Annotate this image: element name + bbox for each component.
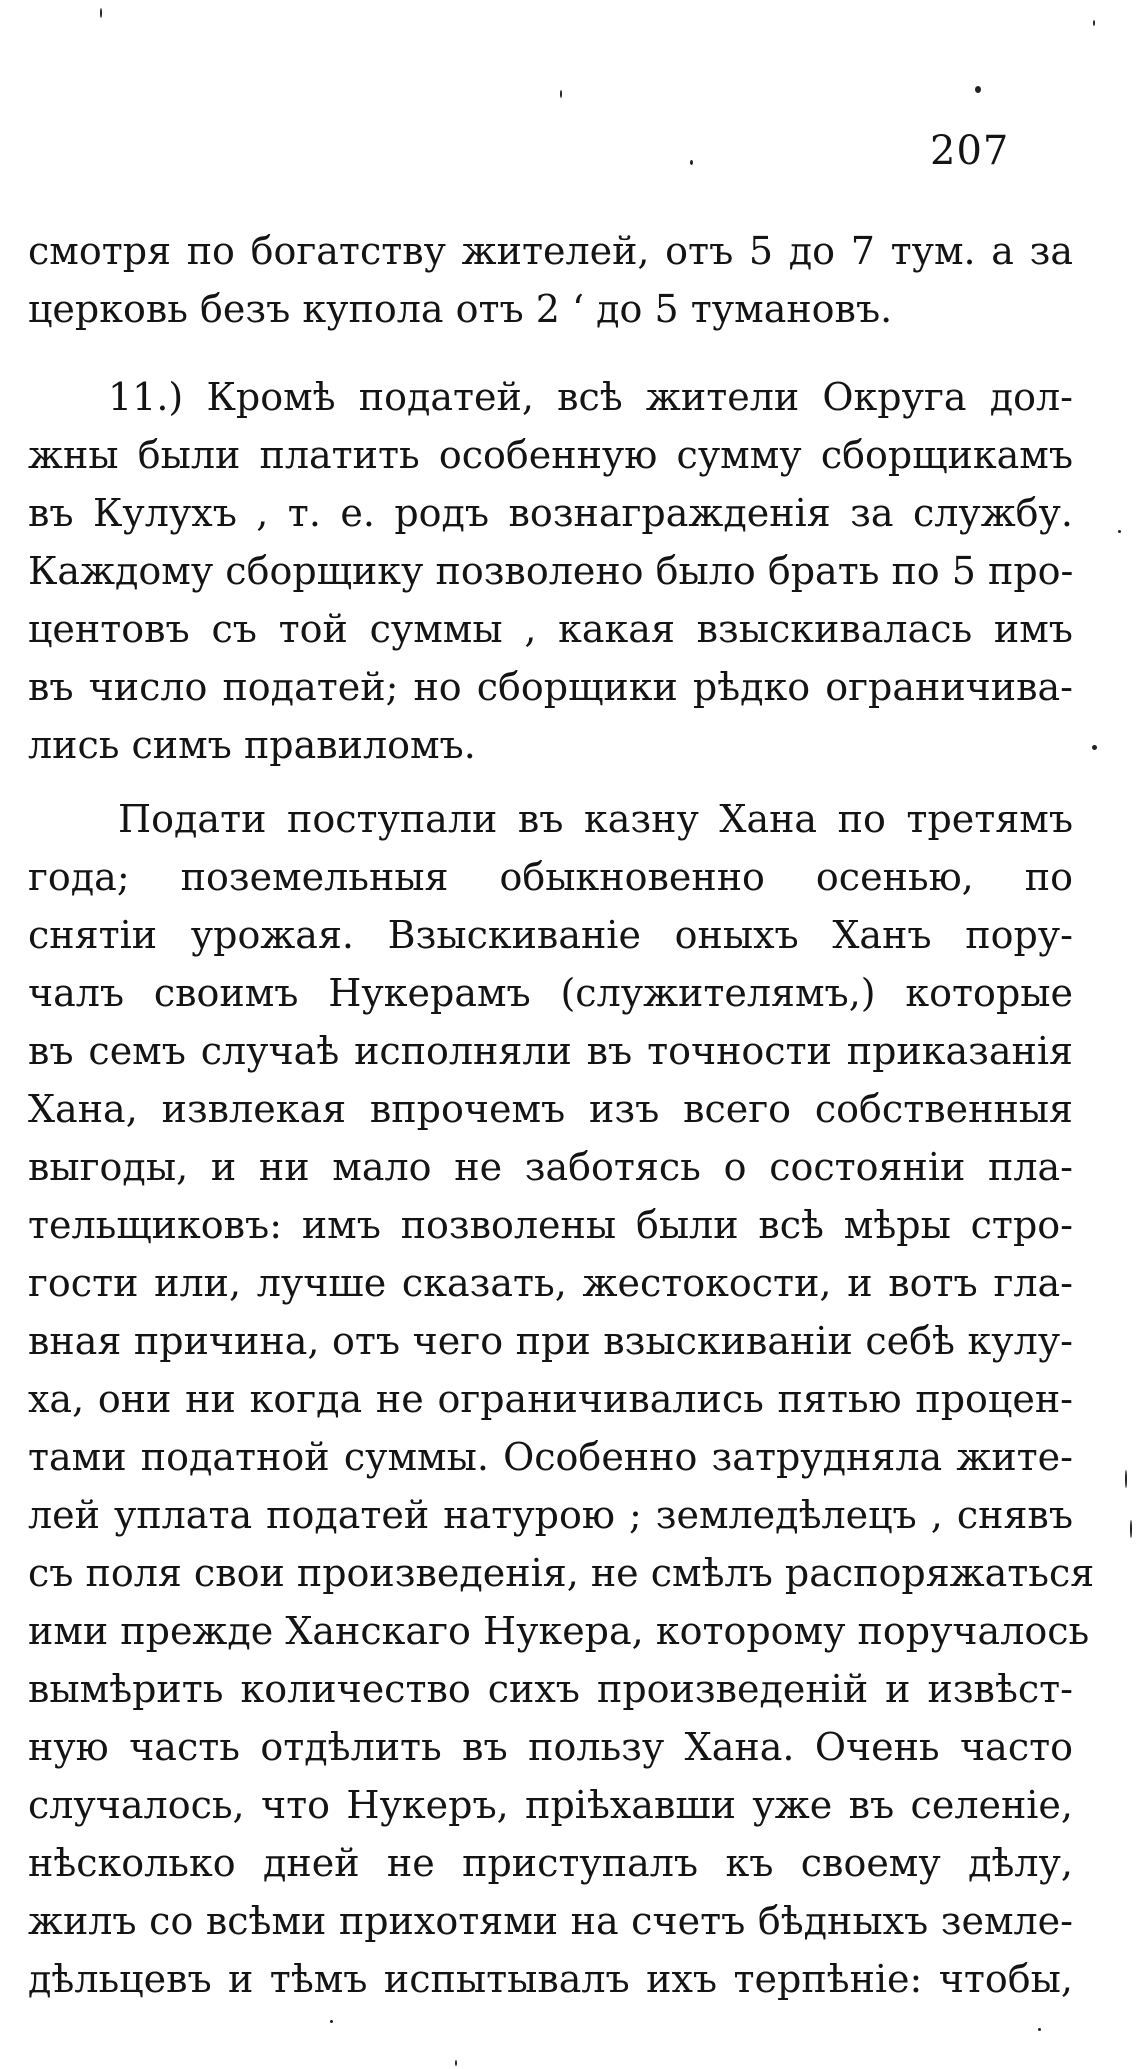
scan-speck — [1130, 1520, 1132, 1538]
text-line: гости или, лучше сказать, жестокости, и вотъ гла- — [28, 1261, 1073, 1305]
text-line: ную часть отдѣлить въ пользу Хана. Очень часто — [28, 1725, 1073, 1769]
text-line: нѣсколько дней не приступалъ къ своему дѣлу, — [28, 1841, 1073, 1885]
text-line: съ поля свои произведенія, не смѣлъ распоряжаться — [28, 1551, 1095, 1595]
scan-speck — [1038, 2028, 1041, 2031]
text-line: Подати поступали въ казну Хана по третямъ — [118, 797, 1073, 841]
text-line: жны были платить особенную сумму сборщикамъ — [28, 433, 1073, 477]
text-line: Каждому сборщику позволено было брать по 5 про- — [28, 549, 1074, 593]
scan-speck — [690, 160, 693, 165]
scan-speck — [455, 2060, 457, 2066]
text-line: выгоды, и ни мало не заботясь о состояніи пла- — [28, 1145, 1073, 1189]
text-line: центовъ съ той суммы , какая взыскивалась имъ — [28, 607, 1073, 651]
text-line: года; поземельныя обыкновенно осенью, по — [28, 855, 1073, 899]
scan-speck — [1093, 20, 1095, 26]
text-line: лись симъ правиломъ. — [28, 723, 476, 767]
text-line: 11.) Кромѣ податей, всѣ жители Округа дол- — [108, 375, 1073, 419]
text-line: жилъ со всѣми прихотями на счетъ бѣдныхъ земле- — [28, 1899, 1073, 1943]
scan-speck — [560, 90, 562, 98]
text-line: лей уплата податей натурою ; земледѣлецъ , снявъ — [28, 1493, 1073, 1537]
scan-speck — [100, 8, 102, 18]
text-line: вная причина, отъ чего при взыскиваніи себѣ кулу- — [28, 1319, 1073, 1363]
text-line: случалось, что Нукеръ, пріѣхавши уже въ селеніе, — [28, 1783, 1073, 1827]
text-line: дѣльцевъ и тѣмъ испытывалъ ихъ терпѣніе: чтобы, — [28, 1957, 1073, 2001]
text-line: тельщиковъ: имъ позволены были всѣ мѣры стро- — [28, 1203, 1073, 1247]
text-line: вымѣрить количество сихъ произведеній и извѣст- — [28, 1667, 1073, 1711]
text-line: тами податной суммы. Особенно затрудняла жите- — [28, 1435, 1073, 1479]
text-line: смотря по богатству жителей, отъ 5 до 7 тум. а за — [28, 229, 1073, 273]
text-line: въ Кулухъ , т. е. родъ вознагражденія за службу. — [28, 491, 1073, 535]
scan-speck — [1118, 530, 1121, 533]
text-line: ха, они ни когда не ограничивались пятью процен- — [28, 1377, 1073, 1421]
text-line: чалъ своимъ Нукерамъ (служителямъ,) которые — [28, 971, 1073, 1015]
scan-speck — [1125, 1470, 1127, 1488]
text-line: церковь безъ купола отъ 2 ‘ до 5 тумановъ. — [28, 287, 893, 331]
page-number: 207 — [930, 128, 1010, 174]
text-line: въ число податей; но сборщики рѣдко ограничива- — [28, 665, 1073, 709]
scan-speck — [1092, 745, 1097, 750]
text-line: въ семъ случаѣ исполняли въ точности приказанія — [28, 1029, 1073, 1073]
text-line: снятіи урожая. Взыскиваніе оныхъ Ханъ пору- — [28, 913, 1073, 957]
scan-speck — [975, 86, 981, 93]
text-line: ими прежде Ханскаго Нукера, которому поручалось — [28, 1609, 1090, 1653]
text-line: Хана, извлекая впрочемъ изъ всего собственныя — [28, 1087, 1073, 1131]
scan-speck — [330, 2020, 333, 2023]
